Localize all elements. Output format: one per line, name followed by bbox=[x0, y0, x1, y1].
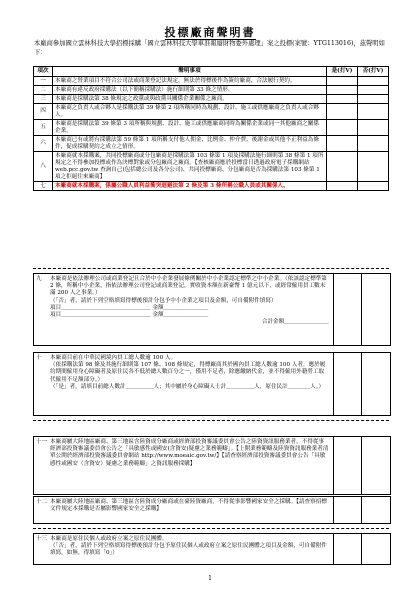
no-checkbox-cell[interactable] bbox=[358, 182, 389, 191]
row-number: 二 bbox=[34, 86, 53, 95]
table-row bbox=[34, 77, 389, 86]
yes-checkbox-cell[interactable] bbox=[327, 86, 358, 95]
table-row bbox=[34, 86, 389, 95]
header-no: 否(打V) bbox=[358, 67, 389, 77]
no-checkbox-cell[interactable] bbox=[361, 534, 390, 564]
section-divider bbox=[33, 420, 389, 421]
row-text-highlighted: 本廠商就本採購案，係屬公職人員利益衝突迴避法第 2 條及第 3 條所稱公職人員或其關係人。 bbox=[53, 182, 327, 191]
yes-checkbox-cell[interactable] bbox=[333, 497, 362, 523]
section-text: 本廠商是原住民個人或政府立案之原住民團體。 bbox=[50, 536, 168, 542]
section-number: 十三 bbox=[36, 536, 48, 542]
yes-checkbox-cell[interactable] bbox=[327, 77, 358, 86]
no-checkbox-cell[interactable] bbox=[361, 497, 390, 523]
item-line[interactable]: 項目＿＿＿＿＿＿＿＿＿＿＿＿＿＿＿＿ 金額＿＿＿＿＿＿＿＿ bbox=[50, 304, 209, 311]
header-statement: 聲明事項 bbox=[53, 67, 327, 77]
row-text: 本廠商已有或將有採購法第 59 條第 1 項所稱支付他人佣金、比例金、仲介費、後謝金或其他不正利益為條件，促成採購契約之成立之情形。 bbox=[53, 136, 327, 152]
document-title: 投標廠商聲明書 bbox=[164, 26, 256, 39]
yes-checkbox-cell[interactable] bbox=[327, 152, 358, 182]
header-yes: 是(打V) bbox=[327, 67, 358, 77]
no-checkbox-cell[interactable] bbox=[358, 77, 389, 86]
yes-checkbox-cell[interactable] bbox=[327, 136, 358, 152]
table-row bbox=[34, 95, 389, 104]
section-text: 本廠商屬大陸地區廠商、第三地區含陸資成分廠商或經濟部投資審議委員會公告之陸資資訊服務業者，不得從事經濟部投資審議委員會公告之「具敏感性或國安(含資安)疑慮之業務範疇」。【上開業務範疇及陸資資訊服務業者清單公開於經濟部投資審議委員會網站 http://www.moeaic.gov.tw/】【請查察經濟部投資審議委員會公告「具敏感性或國安（含資安）疑慮之業務範疇」之資訊服務採購】 bbox=[50, 439, 329, 467]
section-thirteen bbox=[33, 533, 391, 565]
no-checkbox-cell[interactable] bbox=[358, 120, 389, 136]
row-number: 七 bbox=[34, 182, 53, 191]
header-item-no: 項次 bbox=[34, 67, 53, 77]
section-subtext: （「否」者，請於下列空格填寫得標後預計分包予原住民個人或政府立案之原住民團體之項目及金額，可自備附件填寫。如無，得填寫「0」） bbox=[50, 543, 327, 557]
no-checkbox-cell[interactable] bbox=[361, 353, 390, 415]
intro-paragraph: 本廠商參加國立雲林科技大學招標採購「國立雲林科技大學車准報廢財物委外處理」案之投標(案號：YTG113016)，茲聲明如下： bbox=[34, 40, 385, 56]
no-checkbox-cell[interactable] bbox=[358, 95, 389, 104]
row-text: 本廠商是採購法第 39 條第 3 項所稱與規劃、設計、施工或供應廠商同時為關係企業或同一其他廠商之關係企業。 bbox=[53, 120, 327, 136]
row-text: 本廠商是採購法第 38 條規定之政黨或與政黨具關係企業關係之廠商。 bbox=[53, 95, 327, 104]
row-number: 六 bbox=[34, 136, 53, 152]
section-text: 本廠商屬大陸地區廠商、第三地區含陸資成分廠商或在臺陸資廠商，不得從事影響國家安全之採購。【請查察招標文件規定本採購是否屬影響國家安全之採購】 bbox=[50, 499, 327, 513]
row-number: 五 bbox=[34, 120, 53, 136]
section-ten bbox=[33, 352, 391, 416]
section-subtext: （依採購法第 98 條及其施行細則第 107 條、108 條規定，得標廠商其於國內員工總人數逾 100 人者，應於履約期間僱用身心障礙者及原住民各不低於總人數百分之一，僅用不足者，除應繳納代金，並不得僱用外籍勞工取代僱用不足額部分。） bbox=[50, 362, 326, 383]
item-line[interactable]: （「是」者，請填目前總人數計＿＿＿＿＿人；其中屬於身心障礙人士計＿＿＿＿＿人，原住民計＿＿＿＿人。） bbox=[50, 383, 325, 390]
row-text: 本廠商就本採購案，共同投標廠商或分包廠商是採購法第 103 條第 1 項及採購法施行細則第 38 條第 1 項所規定之不得參加投標或作為決標對象或分包廠商之廠商。【查核廠商應於投標當日透過政府電子採購網站 web.pcc.gov.tw 查詢自己(包括總公司及各分公司)、共同投標廠商、分包廠商是否為採購法第 103 條第 1 項之拒絕往來廠商】 bbox=[53, 152, 327, 182]
yes-checkbox-cell[interactable] bbox=[333, 437, 362, 494]
section-number: 十一 bbox=[36, 439, 48, 445]
item-line[interactable]: 項目＿＿＿＿＿＿＿＿＿＿＿＿＿＿＿＿ 金額＿＿＿＿＿＿＿＿ bbox=[50, 312, 209, 319]
section-divider bbox=[33, 528, 389, 529]
yes-checkbox-cell[interactable] bbox=[327, 104, 358, 120]
section-divider bbox=[33, 268, 389, 269]
section-eleven bbox=[33, 436, 391, 495]
row-text: 本廠商有違反政府採購法（以下簡稱採購法）施行細則第 33 條之情形。 bbox=[53, 86, 327, 95]
no-checkbox-cell[interactable] bbox=[361, 274, 390, 345]
section-text: 本廠商目前在中華民國境內員工總人數逾 100 人。 bbox=[50, 355, 177, 361]
yes-checkbox-cell[interactable] bbox=[327, 95, 358, 104]
table-header-row bbox=[34, 67, 389, 77]
no-checkbox-cell[interactable] bbox=[358, 86, 389, 95]
row-text: 本廠商之營業項目不符合公司法或商業登記法規定，無法於得標後作為簽約廠商，合法履行契約。 bbox=[53, 77, 327, 86]
row-number: 四 bbox=[34, 104, 53, 120]
yes-checkbox-cell[interactable] bbox=[327, 120, 358, 136]
declaration-table bbox=[33, 66, 389, 191]
section-text: 本廠商是依法辦理公司或商業登記且合於中小企業發展條例關於中小企業認定標準之中小企業。（依該認定標準第 2 條，所稱中小企業，指依法辦理公司登記或商業登記，實收資本額在新臺幣 1 億元以下，或經常僱用員工數未滿 200 人之事業。） bbox=[50, 276, 327, 297]
table-row bbox=[34, 136, 389, 152]
row-text: 本廠商之負責人或合夥人是採購法第 39 條第 2 項所稱同時為規劃、設計、施工或供應廠商之負責人或合夥人。 bbox=[53, 104, 327, 120]
table-row bbox=[34, 182, 389, 191]
table-row bbox=[34, 104, 389, 120]
no-checkbox-cell[interactable] bbox=[358, 104, 389, 120]
no-checkbox-cell[interactable] bbox=[358, 136, 389, 152]
yes-checkbox-cell[interactable] bbox=[327, 182, 358, 191]
section-nine bbox=[33, 273, 391, 346]
page-number: 1 bbox=[208, 575, 212, 582]
total-line[interactable]: 合計金額＿＿＿＿＿＿＿＿ bbox=[261, 319, 329, 326]
section-number: 九 bbox=[36, 276, 42, 282]
row-number: 三 bbox=[34, 95, 53, 104]
section-number: 十二 bbox=[36, 499, 48, 505]
row-number: 一 bbox=[34, 77, 53, 86]
yes-checkbox-cell[interactable] bbox=[333, 353, 362, 415]
row-number: 八 bbox=[34, 152, 53, 182]
table-row bbox=[34, 120, 389, 136]
no-checkbox-cell[interactable] bbox=[358, 152, 389, 182]
yes-checkbox-cell[interactable] bbox=[333, 274, 362, 345]
section-number: 十 bbox=[36, 355, 42, 361]
section-subtext: （「否」者，請於下列空格填寫得標後預計分包予中小企業之項目及金額，可自備附件填寫） bbox=[50, 297, 277, 304]
table-row bbox=[34, 152, 389, 182]
no-checkbox-cell[interactable] bbox=[361, 437, 390, 494]
section-twelve bbox=[33, 496, 391, 524]
yes-checkbox-cell[interactable] bbox=[333, 534, 362, 564]
